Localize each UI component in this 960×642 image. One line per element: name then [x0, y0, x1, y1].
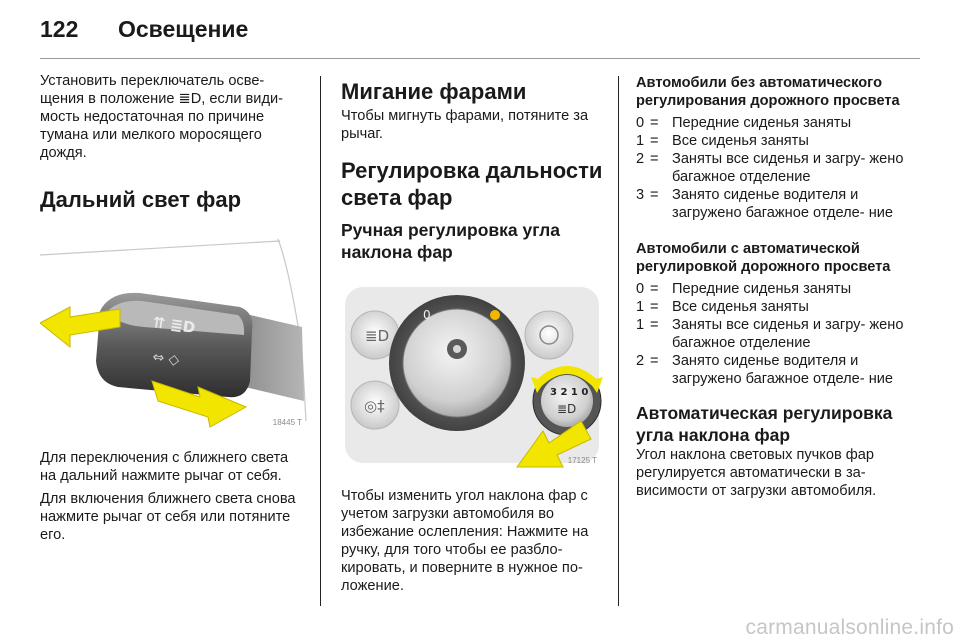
list-item: 2 = Занято сиденье водителя и загружено багажное отделе- ние [636, 353, 894, 387]
high-beam-heading: Дальний свет фар [40, 187, 242, 212]
column-divider-2 [618, 76, 619, 606]
light-switch-drawing [341, 277, 603, 469]
list-item: 0 = Передние сиденья заняты [636, 281, 852, 297]
lever-illustration [40, 231, 308, 431]
list-item: 1 = Заняты все сиденья и загру- жено багажное отделение [636, 317, 904, 351]
list-item: 3 = Занято сиденье водителя и загружено багажное отделе- ние [636, 187, 894, 221]
column-3 [636, 62, 926, 500]
svg-text:◎‡: ◎‡ [364, 397, 385, 415]
auto-range-heading: Автоматическая регулировка угла наклона фар [636, 403, 893, 445]
svg-text:⇔ ◇: ⇔ ◇ [151, 349, 181, 369]
section-title: Освещение [118, 16, 249, 42]
column-divider-1 [320, 76, 321, 606]
no-auto-leveling-heading: Автомобили без автоматического регулирования дорожного просвета [636, 75, 900, 109]
headlight-range-heading: Регулировка дальности света фар [341, 158, 603, 210]
auto-leveling-heading: Автомобили с автоматической регулировкой дорожного просвета [636, 241, 891, 275]
page-number: 122 [40, 16, 79, 42]
svg-text:≣D: ≣D [557, 402, 577, 416]
watermark: carmanualsonline.info [745, 616, 954, 639]
list-item: 0 = Передние сиденья заняты [636, 115, 852, 131]
svg-text:≣D: ≣D [365, 327, 390, 345]
headlight-flash-text: Чтобы мигнуть фарами, потяните за рычаг. [341, 108, 589, 142]
headlight-flash-heading: Мигание фарами [341, 79, 527, 104]
knob-zero-label: 0 [423, 308, 431, 322]
list-item: 1 = Все сиденья заняты [636, 299, 809, 315]
auto-positions-list [636, 280, 926, 388]
knob-digits: 3 2 1 0 [550, 387, 589, 398]
manual-range-heading: Ручная регулировка угла наклона фар [341, 220, 560, 262]
list-item: 2 = Заняты все сиденья и загру- жено багажное отделение [636, 151, 904, 185]
list-item: 1 = Все сиденья заняты [636, 133, 809, 149]
figure-code: 17125 T [567, 456, 597, 465]
svg-text:⇈ ≣D: ⇈ ≣D [151, 313, 197, 337]
auto-range-text: Угол наклона световых пучков фар регулируется автоматически в за- висимости от загрузки автомобиля. [636, 447, 877, 499]
figure-code: 18445 T [272, 418, 302, 427]
column-1 [40, 62, 308, 544]
turn-signal-lever-drawing [40, 231, 308, 431]
high-beam-text-1: Для переключения с ближнего света на дальний нажмите рычаг от себя. [40, 450, 289, 484]
fog-intro-text: Установить переключатель осве- щения в положение ≣D, если види- мость недостаточная по причине тумана или мелкого моросящего дождя. [40, 73, 283, 161]
column-2 [341, 62, 603, 595]
header-rule [40, 58, 920, 59]
no-auto-positions-list [636, 114, 926, 222]
page-header [40, 14, 920, 54]
high-beam-text-2: Для включения ближнего света снова нажмите рычаг от себя или потяните его. [40, 491, 296, 543]
manual-range-text: Чтобы изменить угол наклона фар с учетом загрузки автомобиля во избежание ослепления: Нажмите на ручку, для того чтобы ее разбло- кировать, и поверните в нужное по- ложение. [341, 488, 589, 594]
headlight-switch-illustration [341, 277, 603, 469]
